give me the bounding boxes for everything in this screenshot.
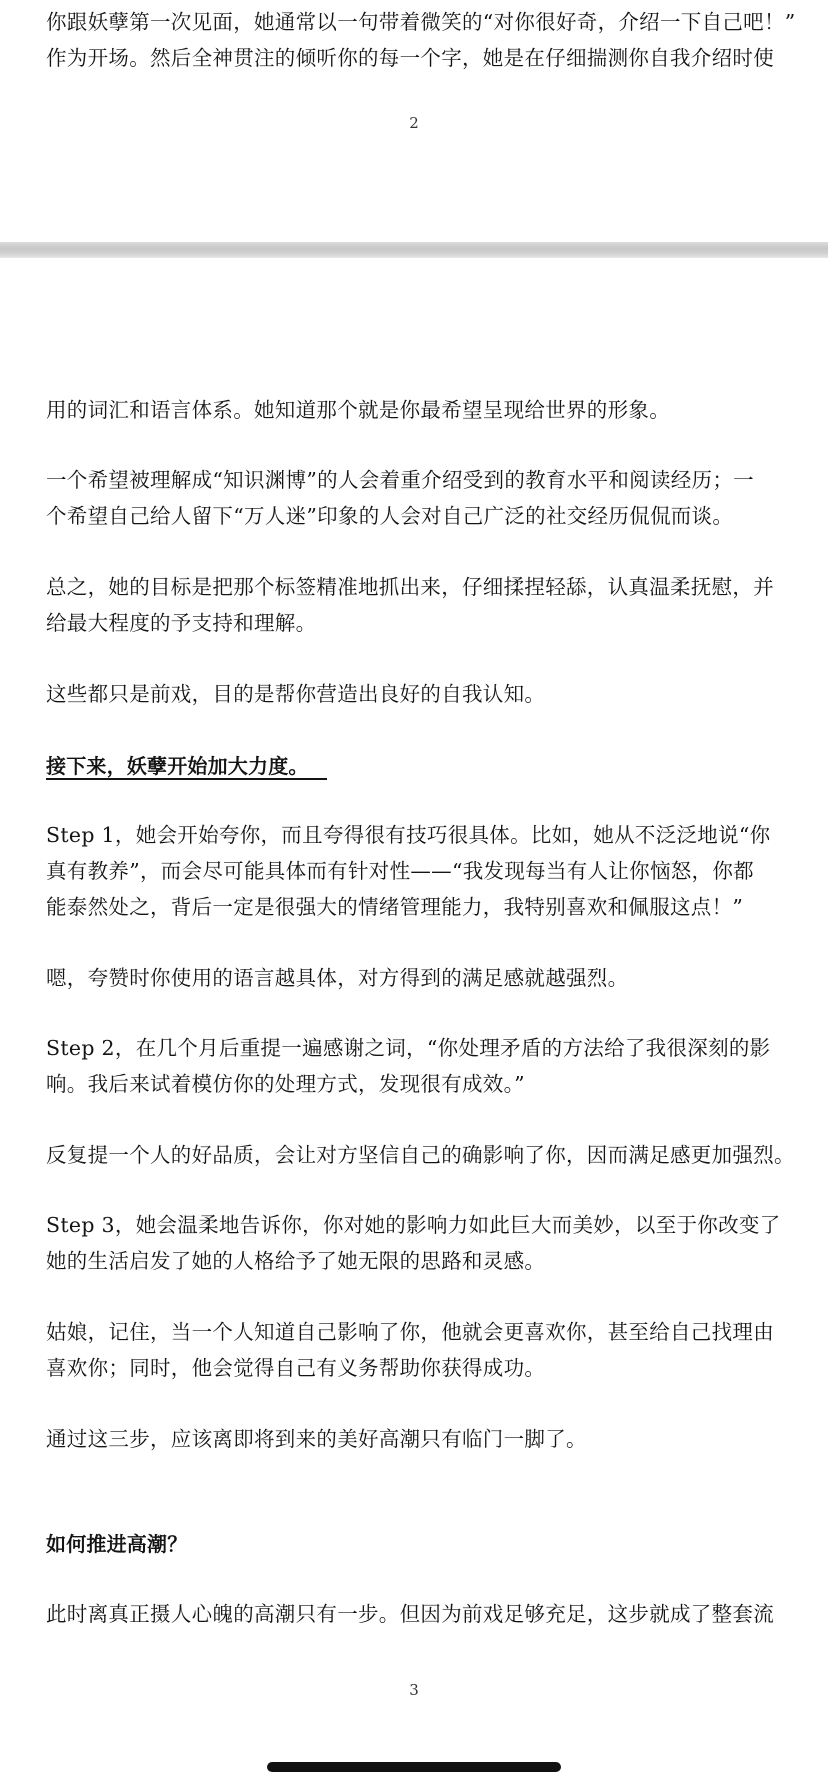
text-line: 给最大程度的予支持和理解。 (46, 611, 317, 635)
text-line: Step 2，在几个月后重提一遍感谢之词，“你处理矛盾的方法给了我很深刻的影 (46, 1036, 771, 1060)
text-line: 姑娘，记住，当一个人知道自己影响了你，他就会更喜欢你，甚至给自己找理由 (46, 1320, 774, 1344)
paragraph-11 (46, 1421, 806, 1457)
text-line: 一个希望被理解成“知识渊博”的人会着重介绍受到的教育水平和阅读经历；一 (46, 468, 754, 492)
text-line: 个希望自己给人留下“万人迷”印象的人会对自己广泛的社交经历侃侃而谈。 (46, 504, 734, 528)
text-line: 你跟妖孽第一次见面，她通常以一句带着微笑的“对你很好奇，介绍一下自己吧！” (46, 10, 796, 34)
paragraph-step-1 (46, 817, 806, 925)
text-line: 反复提一个人的好品质，会让对方坚信自己的确影响了你，因而满足感更加强烈。 (46, 1143, 795, 1167)
text-line: 通过这三步，应该离即将到来的美好高潮只有临门一脚了。 (46, 1427, 587, 1451)
text-line: 能泰然处之，背后一定是很强大的情绪管理能力，我特别喜欢和佩服这点！” (46, 895, 744, 919)
page-number: 2 (409, 114, 419, 132)
text-line: 这些都只是前戏，目的是帮你营造出良好的自我认知。 (46, 682, 546, 706)
text-line: Step 1，她会开始夸你，而且夸得很有技巧很具体。比如，她从不泛泛地说“你 (46, 823, 771, 847)
paragraph-3 (46, 569, 806, 641)
paragraph-4 (46, 676, 806, 712)
paragraph-step-3 (46, 1207, 806, 1279)
paragraph-8 (46, 1137, 806, 1173)
text-line: 作为开场。然后全神贯注的倾听你的每一个字，她是在仔细揣测你自我介绍时使 (46, 46, 774, 70)
paragraph-1 (46, 392, 806, 428)
text-line: 喜欢你；同时，他会觉得自己有义务帮助你获得成功。 (46, 1356, 546, 1380)
text-line: 此时离真正摄人心魄的高潮只有一步。但因为前戏足够充足，这步就成了整套流 (46, 1602, 774, 1626)
text-line: Step 3，她会温柔地告诉你，你对她的影响力如此巨大而美妙，以至于你改变了 (46, 1213, 781, 1237)
page-number: 3 (409, 1681, 419, 1699)
paragraph-intro (46, 4, 806, 76)
text-line: 响。我后来试着模仿你的处理方式，发现很有成效。” (46, 1072, 525, 1096)
document-page-2 (0, 0, 828, 242)
page-separator (0, 242, 828, 258)
paragraph-12 (46, 1596, 806, 1632)
paragraph-6 (46, 960, 806, 996)
document-page-3 (0, 258, 828, 1792)
paragraph-2 (46, 462, 806, 534)
section-heading-underlined (46, 748, 327, 784)
text-line: 她的生活启发了她的人格给予了她无限的思路和灵感。 (46, 1249, 546, 1273)
text-line: 真有教养”，而会尽可能具体而有针对性——“我发现每当有人让你恼怒，你都 (46, 859, 754, 883)
text-line: 嗯，夸赞时你使用的语言越具体，对方得到的满足感就越强烈。 (46, 966, 629, 990)
section-heading: 如何推进高潮？ (46, 1532, 188, 1556)
paragraph-10 (46, 1314, 806, 1386)
heading-text: 接下来，妖孽开始加大力度。 (46, 754, 327, 780)
text-line: 用的词汇和语言体系。她知道那个就是你最希望呈现给世界的形象。 (46, 398, 670, 422)
text-line: 总之，她的目标是把那个标签精准地抓出来，仔细揉捏轻舔，认真温柔抚慰，并 (46, 575, 774, 599)
home-indicator[interactable] (267, 1762, 561, 1772)
paragraph-step-2 (46, 1030, 806, 1102)
